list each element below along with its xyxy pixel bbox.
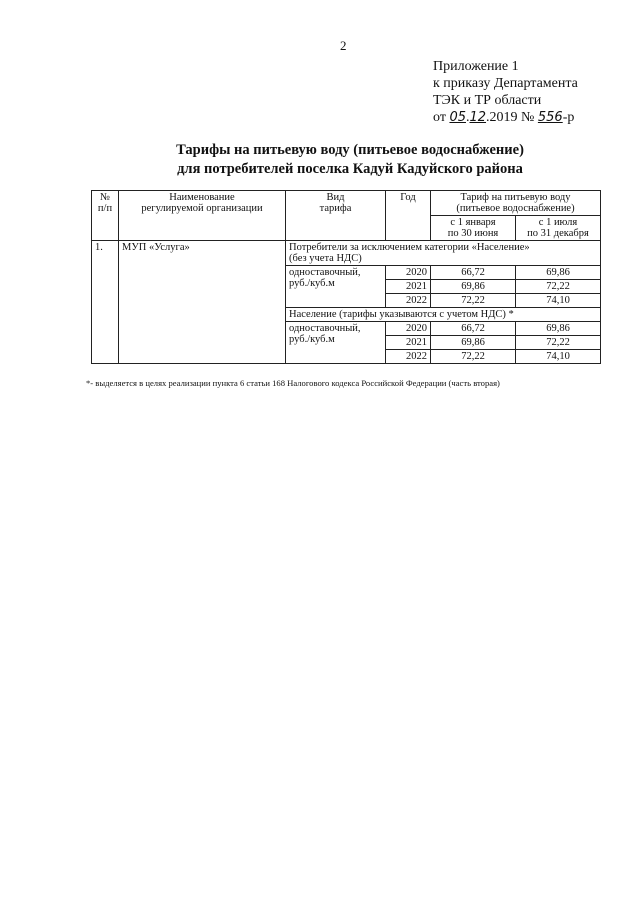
group1-tariff-type: одноставочный, руб./куб.м bbox=[286, 266, 386, 308]
order-suffix: -р bbox=[562, 110, 575, 125]
year-cell: 2020 bbox=[386, 322, 431, 336]
year-cell: 2021 bbox=[386, 336, 431, 350]
row-number: 1. bbox=[92, 241, 119, 364]
tariff-cell: 72,22 bbox=[516, 336, 601, 350]
header-tariff: Тариф на питьевую воду (питьевое водоснабжение) bbox=[431, 191, 601, 216]
year-cell: 2022 bbox=[386, 294, 431, 308]
tariff-cell: 72,22 bbox=[431, 350, 516, 364]
group1-label: Потребители за исключением категории «Население» (без учета НДС) bbox=[286, 241, 601, 266]
header-second-half: с 1 июля по 31 декабря bbox=[516, 216, 601, 241]
tariff-cell: 69,86 bbox=[516, 266, 601, 280]
tariff-cell: 66,72 bbox=[431, 266, 516, 280]
appendix-title: Приложение 1 bbox=[433, 59, 519, 74]
header-number: № п/п bbox=[92, 191, 119, 241]
tariff-cell: 69,86 bbox=[431, 280, 516, 294]
document-title bbox=[120, 141, 580, 179]
header-organization: Наименование регулируемой организации bbox=[119, 191, 286, 241]
page-number: 2 bbox=[340, 38, 347, 53]
tariff-cell: 69,86 bbox=[516, 322, 601, 336]
date-separator: . bbox=[465, 110, 470, 125]
tariff-cell: 74,10 bbox=[516, 294, 601, 308]
appendix-block bbox=[433, 58, 578, 126]
date-prefix: от bbox=[433, 110, 446, 125]
date-year: .2019 № bbox=[486, 110, 535, 125]
handwritten-month: 12 bbox=[469, 110, 487, 125]
appendix-department: ТЭК и ТР области bbox=[433, 93, 542, 108]
handwritten-order-number: 556 bbox=[537, 110, 563, 125]
appendix-date-line bbox=[433, 109, 578, 126]
appendix-order-ref: к приказу Департамента bbox=[433, 76, 578, 91]
year-cell: 2020 bbox=[386, 266, 431, 280]
handwritten-day: 05 bbox=[449, 110, 466, 125]
title-line-2: для потребителей поселка Кадуй Кадуйского района bbox=[177, 161, 523, 177]
tariff-cell: 74,10 bbox=[516, 350, 601, 364]
header-tariff-type: Вид тарифа bbox=[286, 191, 386, 241]
group2-label: Население (тарифы указываются с учетом НДС) * bbox=[286, 308, 601, 322]
tariff-cell: 72,22 bbox=[516, 280, 601, 294]
title-line-1: Тарифы на питьевую воду (питьевое водоснабжение) bbox=[176, 142, 524, 158]
header-year: Год bbox=[386, 191, 431, 241]
tariff-cell: 72,22 bbox=[431, 294, 516, 308]
table-header-row bbox=[92, 191, 601, 216]
tariff-table bbox=[91, 190, 601, 364]
tariff-cell: 66,72 bbox=[431, 322, 516, 336]
vat-footnote: *- выделяется в целях реализации пункта 6 статьи 168 Налогового кодекса Российской Федерации (часть вторая) bbox=[86, 378, 500, 388]
year-cell: 2021 bbox=[386, 280, 431, 294]
table-row bbox=[92, 241, 601, 266]
organization-name: МУП «Услуга» bbox=[119, 241, 286, 364]
tariff-cell: 69,86 bbox=[431, 336, 516, 350]
year-cell: 2022 bbox=[386, 350, 431, 364]
group2-tariff-type: одноставочный, руб./куб.м bbox=[286, 322, 386, 364]
header-first-half: с 1 января по 30 июня bbox=[431, 216, 516, 241]
